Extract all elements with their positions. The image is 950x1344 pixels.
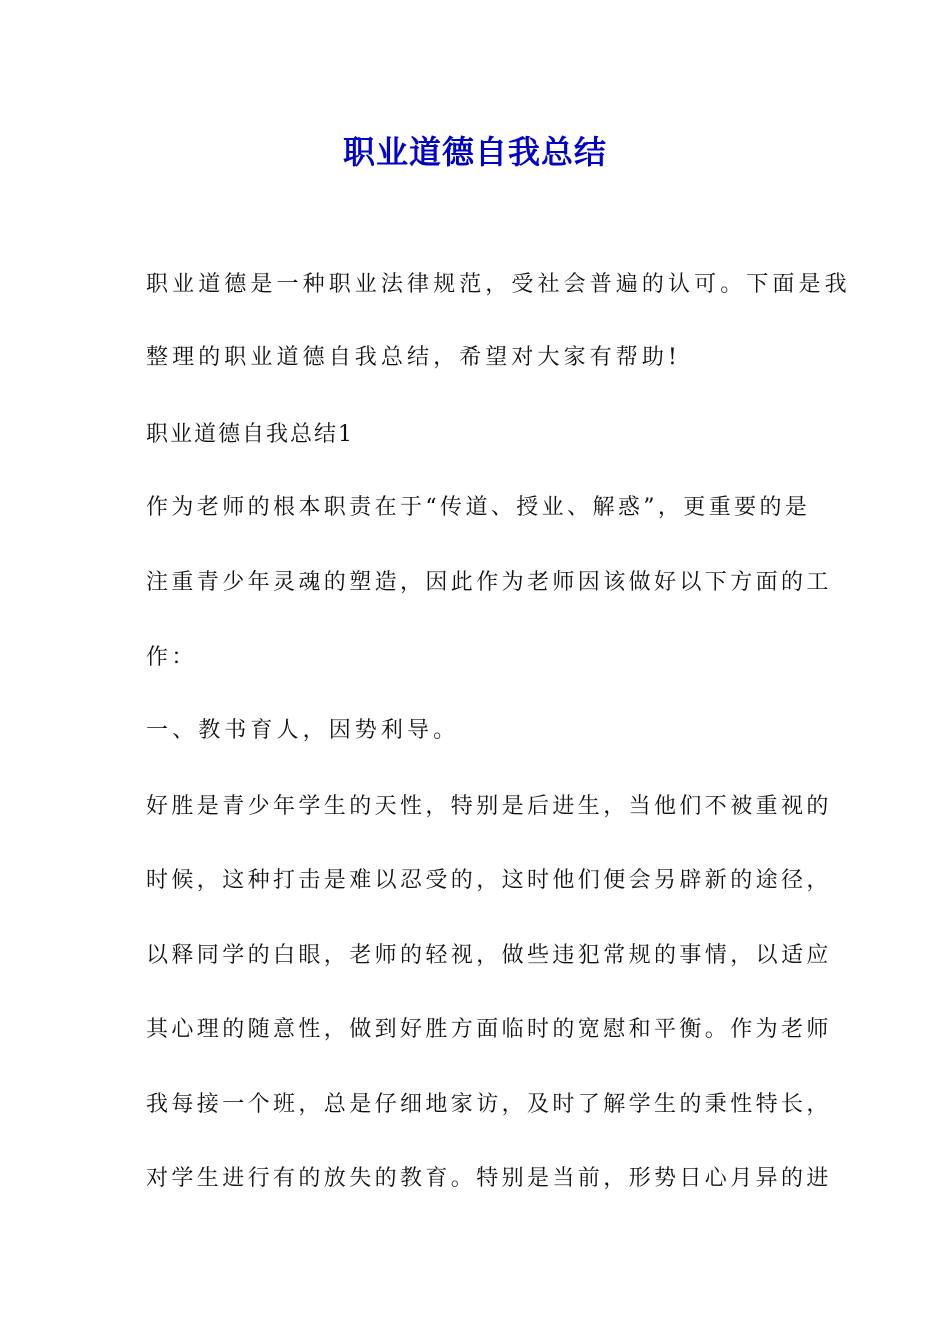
body-line-4: 注重青少年灵魂的塑造，因此作为老师因该做好以下方面的工	[146, 570, 832, 595]
body-line-1: 职业道德是一种职业法律规范，受社会普遍的认可。下面是我	[146, 272, 851, 297]
body-line-7: 时候，这种打击是难以忍受的，这时他们便会另辟新的途径，	[146, 868, 832, 893]
page-title: 职业道德自我总结	[342, 133, 607, 171]
body-line-9: 其心理的随意性，做到好胜方面临时的宽慰和平衡。作为老师	[146, 1017, 832, 1042]
body-line-5: 作：	[146, 645, 197, 670]
body-line-2: 整理的职业道德自我总结，希望对大家有帮助!	[146, 345, 681, 370]
body-line-10: 我每接一个班，总是仔细地家访，及时了解学生的秉性特长，	[146, 1092, 832, 1117]
section-heading-1: 职业道德自我总结1	[146, 422, 354, 447]
subheading-1: 一、教书育人，因势利导。	[146, 718, 460, 743]
body-line-11: 对学生进行有的放失的教育。特别是当前，形势日心月异的进	[146, 1166, 832, 1191]
body-line-6: 好胜是青少年学生的天性，特别是后进生，当他们不被重视的	[146, 794, 832, 819]
body-line-3: 作为老师的根本职责在于“传道、授业、解惑”，更重要的是	[146, 495, 811, 520]
body-line-8: 以释同学的白眼，老师的轻视，做些违犯常规的事情，以适应	[146, 943, 832, 968]
